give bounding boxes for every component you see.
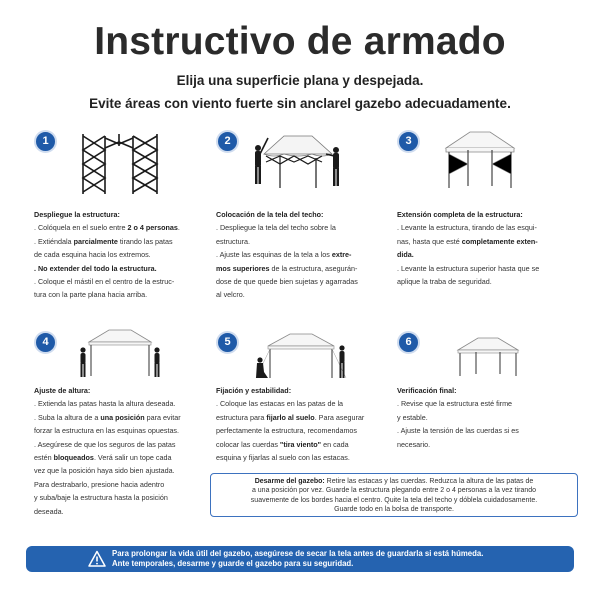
banner-line-2: Ante temporales, desarme y guarde el gazebo para su seguridad.	[112, 559, 354, 568]
step-5-text: Fijación y estabilidad: . Coloque las estacas en las patas de la estructura para fijarlo al suelo. Para asegurar perfectamente la estructura, recomendamos colocar las cuerdas "tira viento" en cada esquina y fijarlas al suelo con las estacas.	[216, 384, 394, 464]
step-6-text: Verificación final: . Revise que la estructura esté firme y estable. . Ajuste la tensión de las cuerdas si es necesario.	[397, 384, 572, 451]
step-5-title: Fijación y estabilidad:	[216, 386, 292, 395]
roof-fabric-illustration	[250, 128, 345, 198]
step-2-badge: 2	[216, 130, 239, 153]
subtitle-wind: Evite áreas con viento fuerte sin anclarel gazebo adecuadamente.	[89, 96, 511, 111]
final-gazebo-illustration	[452, 336, 524, 380]
step-2-text: Colocación de la tela del techo: . Despliegue la tela del techo sobre la estructura. . Ajuste las esquinas de la tela a los extre- mos superiores de la estructura, asegurán- dose de que quede bien sujetas y agarradas al velcro.	[216, 208, 388, 302]
step-4-badge: 4	[34, 331, 57, 354]
step-1-text: Despliegue la estructura: . Colóquela en el suelo entre 2 o 4 personas. . Extiéndala parcialmente tirando las patas de cada esquina hacia los extremos. . No extender del todo la estructura. . Coloque el mástil en el centro de la estruc- tura con la parte plana hacia arriba.	[34, 208, 206, 302]
step-4-title: Ajuste de altura:	[34, 386, 91, 395]
staking-illustration	[250, 330, 350, 382]
extended-gazebo-illustration	[440, 128, 520, 194]
step-3-title: Extensión completa de la estructura:	[397, 210, 523, 219]
folded-frame-illustration	[75, 128, 165, 200]
step-2-title: Colocación de la tela del techo:	[216, 210, 324, 219]
step-1-badge: 1	[34, 130, 57, 153]
step-4-text: Ajuste de altura: . Extienda las patas hasta la altura deseada. . Suba la altura de a una posición para evitar forzar la estructura en las esquinas opuestas. . Asegúrese de que los seguros de las patas estén bloqueados. Verá salir un tope cada vez que la posición haya sido bien ajustada. Para destrabarlo, presione hacia adentro y suba/baje la estructura hasta la posición deseada.	[34, 384, 206, 518]
subtitle-surface: Elija una superficie plana y despejada.	[176, 73, 424, 88]
step-1-title: Despliegue la estructura:	[34, 210, 120, 219]
banner-line-1: Para prolongar la vida útil del gazebo, asegúrese de secar la tela antes de guardarla si está húmeda.	[112, 549, 484, 558]
note-label: Desarme del gazebo:	[254, 478, 325, 485]
page-title: Instructivo de armado	[94, 20, 506, 63]
step-5-badge: 5	[216, 331, 239, 354]
step-6-title: Verificación final:	[397, 386, 457, 395]
step-6-badge: 6	[397, 331, 420, 354]
height-adjust-illustration	[75, 328, 165, 380]
warning-icon	[88, 550, 106, 568]
step-3-badge: 3	[397, 130, 420, 153]
step-3-text: Extensión completa de la estructura: . Levante la estructura, tirando de las esqui- nas, hasta que esté completamente exten- dida. . Levante la estructura superior hasta que se aplique la traba de seguridad.	[397, 208, 572, 288]
disassembly-note: Desarme del gazebo: Retire las estacas y las cuerdas. Reduzca la altura de las patas de a una posición por vez. Guarde la estructura plegando entre 2 o 4 personas a la vez tirando suavemente de los bordes hacia el centro. Quite la tela del techo y dóblela cuidadosamente. Guarde todo en la bolsa de transporte.	[210, 473, 578, 517]
warning-banner	[26, 546, 574, 572]
